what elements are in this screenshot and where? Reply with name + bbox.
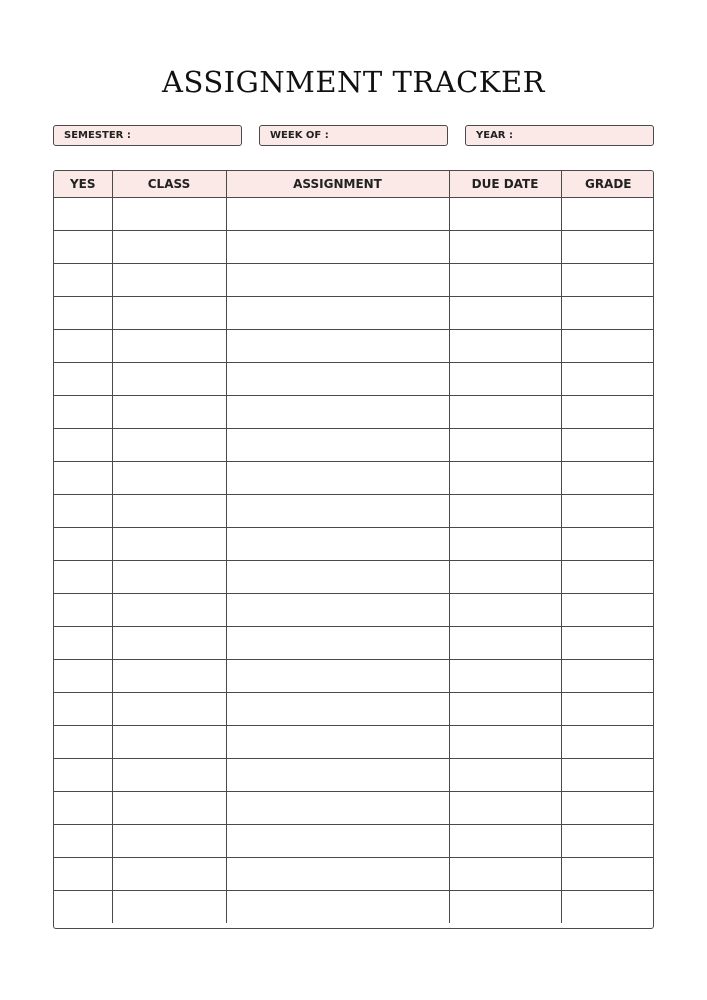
column-header-class: CLASS xyxy=(112,171,226,198)
cell-due-date[interactable] xyxy=(449,693,561,726)
table-row xyxy=(54,462,654,495)
cell-yes[interactable] xyxy=(54,462,112,495)
table-row xyxy=(54,198,654,231)
cell-class[interactable] xyxy=(112,297,226,330)
cell-assignment[interactable] xyxy=(226,231,449,264)
cell-class[interactable] xyxy=(112,858,226,891)
cell-grade[interactable] xyxy=(561,825,654,858)
cell-due-date[interactable] xyxy=(449,495,561,528)
cell-class[interactable] xyxy=(112,528,226,561)
table-row xyxy=(54,726,654,759)
table-row xyxy=(54,231,654,264)
cell-due-date[interactable] xyxy=(449,429,561,462)
table-row xyxy=(54,396,654,429)
cell-due-date[interactable] xyxy=(449,726,561,759)
cell-assignment[interactable] xyxy=(226,528,449,561)
cell-class[interactable] xyxy=(112,759,226,792)
column-header-yes: YES xyxy=(54,171,112,198)
cell-due-date[interactable] xyxy=(449,363,561,396)
column-header-due-date: DUE DATE xyxy=(449,171,561,198)
cell-assignment[interactable] xyxy=(226,462,449,495)
cell-assignment[interactable] xyxy=(226,627,449,660)
table-row xyxy=(54,561,654,594)
cell-yes[interactable] xyxy=(54,825,112,858)
cell-yes[interactable] xyxy=(54,858,112,891)
cell-due-date[interactable] xyxy=(449,231,561,264)
cell-yes[interactable] xyxy=(54,891,112,924)
cell-due-date[interactable] xyxy=(449,891,561,924)
cell-grade[interactable] xyxy=(561,297,654,330)
cell-yes[interactable] xyxy=(54,792,112,825)
cell-grade[interactable] xyxy=(561,759,654,792)
cell-class[interactable] xyxy=(112,561,226,594)
cell-yes[interactable] xyxy=(54,627,112,660)
table-row xyxy=(54,858,654,891)
cell-grade[interactable] xyxy=(561,462,654,495)
cell-due-date[interactable] xyxy=(449,396,561,429)
table-row xyxy=(54,528,654,561)
cell-due-date[interactable] xyxy=(449,264,561,297)
cell-assignment[interactable] xyxy=(226,594,449,627)
table-row xyxy=(54,495,654,528)
table-row xyxy=(54,627,654,660)
cell-class[interactable] xyxy=(112,429,226,462)
cell-class[interactable] xyxy=(112,627,226,660)
cell-due-date[interactable] xyxy=(449,330,561,363)
cell-class[interactable] xyxy=(112,693,226,726)
cell-grade[interactable] xyxy=(561,330,654,363)
cell-due-date[interactable] xyxy=(449,792,561,825)
cell-grade[interactable] xyxy=(561,858,654,891)
cell-grade[interactable] xyxy=(561,594,654,627)
table-row xyxy=(54,363,654,396)
cell-grade[interactable] xyxy=(561,891,654,924)
cell-class[interactable] xyxy=(112,594,226,627)
cell-grade[interactable] xyxy=(561,726,654,759)
cell-due-date[interactable] xyxy=(449,627,561,660)
cell-assignment[interactable] xyxy=(226,792,449,825)
cell-assignment[interactable] xyxy=(226,429,449,462)
week-of-field[interactable]: WEEK OF : xyxy=(259,125,448,146)
cell-assignment[interactable] xyxy=(226,297,449,330)
cell-grade[interactable] xyxy=(561,528,654,561)
cell-yes[interactable] xyxy=(54,363,112,396)
assignment-table xyxy=(53,170,654,929)
cell-yes[interactable] xyxy=(54,528,112,561)
cell-assignment[interactable] xyxy=(226,825,449,858)
cell-grade[interactable] xyxy=(561,660,654,693)
cell-class[interactable] xyxy=(112,660,226,693)
cell-class[interactable] xyxy=(112,231,226,264)
table-row xyxy=(54,429,654,462)
cell-assignment[interactable] xyxy=(226,660,449,693)
cell-assignment[interactable] xyxy=(226,363,449,396)
cell-yes[interactable] xyxy=(54,561,112,594)
table-row xyxy=(54,891,654,924)
cell-yes[interactable] xyxy=(54,198,112,231)
semester-field[interactable]: SEMESTER : xyxy=(53,125,242,146)
cell-grade[interactable] xyxy=(561,429,654,462)
cell-grade[interactable] xyxy=(561,627,654,660)
cell-assignment[interactable] xyxy=(226,495,449,528)
cell-assignment[interactable] xyxy=(226,396,449,429)
cell-yes[interactable] xyxy=(54,495,112,528)
cell-yes[interactable] xyxy=(54,660,112,693)
cell-grade[interactable] xyxy=(561,363,654,396)
cell-yes[interactable] xyxy=(54,231,112,264)
cell-due-date[interactable] xyxy=(449,759,561,792)
column-header-assignment: ASSIGNMENT xyxy=(226,171,449,198)
cell-class[interactable] xyxy=(112,396,226,429)
cell-due-date[interactable] xyxy=(449,297,561,330)
cell-grade[interactable] xyxy=(561,198,654,231)
table-row xyxy=(54,759,654,792)
table-row xyxy=(54,660,654,693)
cell-grade[interactable] xyxy=(561,693,654,726)
page-title: ASSIGNMENT TRACKER xyxy=(162,65,545,99)
table-header-row xyxy=(54,171,654,198)
cell-yes[interactable] xyxy=(54,693,112,726)
cell-grade[interactable] xyxy=(561,396,654,429)
cell-class[interactable] xyxy=(112,363,226,396)
cell-yes[interactable] xyxy=(54,264,112,297)
cell-class[interactable] xyxy=(112,792,226,825)
cell-class[interactable] xyxy=(112,726,226,759)
cell-class[interactable] xyxy=(112,462,226,495)
cell-class[interactable] xyxy=(112,330,226,363)
cell-assignment[interactable] xyxy=(226,891,449,924)
table-row xyxy=(54,825,654,858)
cell-yes[interactable] xyxy=(54,330,112,363)
cell-assignment[interactable] xyxy=(226,726,449,759)
cell-due-date[interactable] xyxy=(449,858,561,891)
cell-due-date[interactable] xyxy=(449,462,561,495)
cell-due-date[interactable] xyxy=(449,825,561,858)
table-row xyxy=(54,264,654,297)
year-field[interactable]: YEAR : xyxy=(465,125,654,146)
cell-grade[interactable] xyxy=(561,561,654,594)
cell-grade[interactable] xyxy=(561,495,654,528)
cell-assignment[interactable] xyxy=(226,693,449,726)
cell-yes[interactable] xyxy=(54,429,112,462)
cell-yes[interactable] xyxy=(54,759,112,792)
cell-yes[interactable] xyxy=(54,297,112,330)
cell-class[interactable] xyxy=(112,198,226,231)
cell-due-date[interactable] xyxy=(449,594,561,627)
table-row xyxy=(54,330,654,363)
cell-class[interactable] xyxy=(112,825,226,858)
cell-class[interactable] xyxy=(112,495,226,528)
cell-assignment[interactable] xyxy=(226,198,449,231)
cell-assignment[interactable] xyxy=(226,264,449,297)
table-row xyxy=(54,792,654,825)
cell-yes[interactable] xyxy=(54,726,112,759)
cell-class[interactable] xyxy=(112,264,226,297)
cell-due-date[interactable] xyxy=(449,528,561,561)
cell-assignment[interactable] xyxy=(226,858,449,891)
cell-assignment[interactable] xyxy=(226,330,449,363)
cell-due-date[interactable] xyxy=(449,561,561,594)
cell-assignment[interactable] xyxy=(226,759,449,792)
cell-grade[interactable] xyxy=(561,264,654,297)
column-header-grade: GRADE xyxy=(561,171,654,198)
cell-yes[interactable] xyxy=(54,396,112,429)
table-row xyxy=(54,297,654,330)
cell-assignment[interactable] xyxy=(226,561,449,594)
table-row xyxy=(54,594,654,627)
cell-due-date[interactable] xyxy=(449,198,561,231)
cell-due-date[interactable] xyxy=(449,660,561,693)
cell-grade[interactable] xyxy=(561,792,654,825)
cell-yes[interactable] xyxy=(54,594,112,627)
cell-class[interactable] xyxy=(112,891,226,924)
table-row xyxy=(54,693,654,726)
cell-grade[interactable] xyxy=(561,231,654,264)
